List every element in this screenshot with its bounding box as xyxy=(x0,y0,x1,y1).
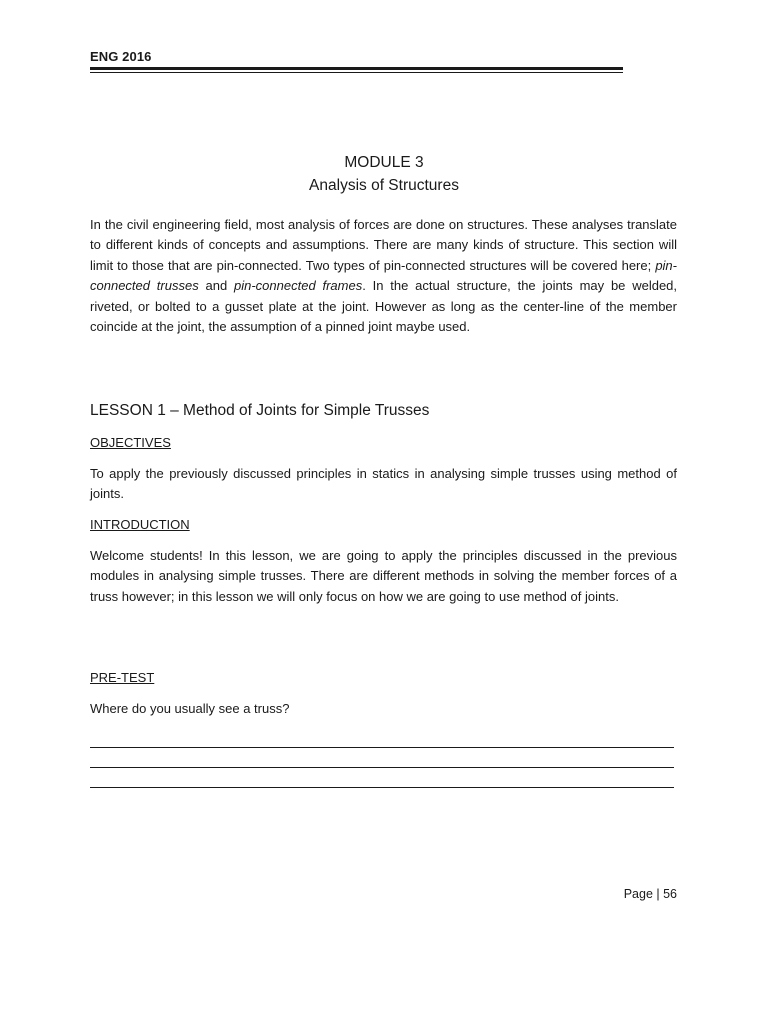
intro-term-frames: pin-connected frames xyxy=(234,278,363,294)
answer-line xyxy=(90,787,674,788)
page-number: Page | 56 xyxy=(623,887,677,901)
introduction-heading: INTRODUCTION xyxy=(90,517,190,532)
intro-term-trusses: pin-connected trusses xyxy=(90,257,677,294)
intro-joiner: and xyxy=(198,278,234,294)
intro-text-part1: In the civil engineering field, most analysis of forces are done on structures. These analyses translate to different kinds of concepts and assumptions. There are many kinds of structure. This section will limit to those that are pin-connected. Two types of pin-connected structures will be covered here; xyxy=(90,217,677,273)
answer-line xyxy=(90,747,674,748)
pretest-heading: PRE-TEST xyxy=(90,670,155,685)
module-title: Analysis of Structures xyxy=(309,177,459,194)
lesson-title: LESSON 1 – Method of Joints for Simple Trusses xyxy=(90,402,430,419)
objectives-heading: OBJECTIVES xyxy=(90,435,171,450)
pretest-question: Where do you usually see a truss? xyxy=(90,701,290,716)
module-intro-paragraph xyxy=(90,215,677,337)
module-number: MODULE 3 xyxy=(344,154,424,171)
answer-line xyxy=(90,767,674,768)
intro-text-part2: . In the actual structure, the joints may be welded, riveted, or bolted to a gusset plate at the joint. However as long as the center-line of the member coincide at the joint, the assumption of a pinned joint maybe used. xyxy=(90,278,678,335)
course-code: ENG 2016 xyxy=(90,49,152,64)
header-rule-thick xyxy=(90,67,623,70)
objectives-text: To apply the previously discussed principles in statics in analysing simple trusses using method of joints. xyxy=(90,466,677,502)
header-rule-thin xyxy=(90,72,623,73)
introduction-text: Welcome students! In this lesson, we are going to apply the principles discussed in the previous modules in analysing simple trusses. There are different methods in solving the member forces of a truss however; in this lesson we will only focus on how we are going to use method of joints. xyxy=(90,548,677,604)
